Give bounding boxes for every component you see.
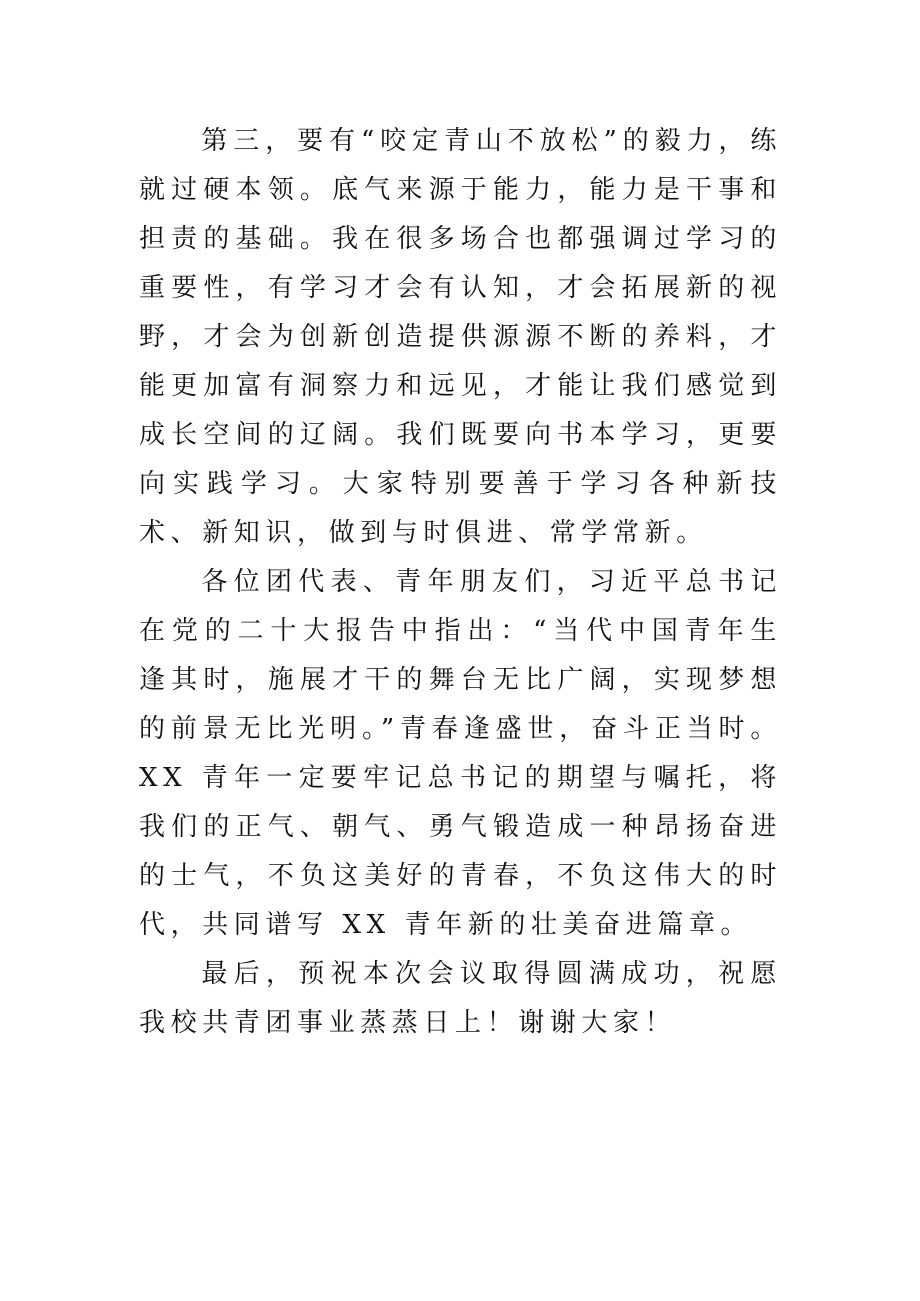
paragraph-youth-mission: 各位团代表、青年朋友们，习近平总书记在党的二十大报告中指出：“当代中国青年生逢其时，施展才干的舞台无比广阔，实现梦想的前景无比光明。”青春逢盛世，奋斗正当时。XX 青年一定要牢记总书记的期望与嘱托，将我们的正气、朝气、勇气锻造成一种昂扬奋进的士气，不负这美好的青春，不负这伟大的时代，共同谱写 XX 青年新的壮美奋进篇章。 (139, 567, 782, 940)
paragraph-skills: 第三，要有“咬定青山不放松”的毅力，练就过硬本领。底气来源于能力，能力是干事和担责的基础。我在很多场合也都强调过学习的重要性，有学习才会有认知，才会拓展新的视野，才会为创新创造提供源源不断的养料，才能更加富有洞察力和远见，才能让我们感觉到成长空间的辽阔。我们既要向书本学习，更要向实践学习。大家特别要善于学习各种新技术、新知识，做到与时俱进、常学常新。 (139, 126, 782, 548)
paragraph-closing: 最后，预祝本次会议取得圆满成功，祝愿我校共青团事业蒸蒸日上！谢谢大家！ (139, 959, 782, 1038)
document-body (139, 117, 782, 1048)
